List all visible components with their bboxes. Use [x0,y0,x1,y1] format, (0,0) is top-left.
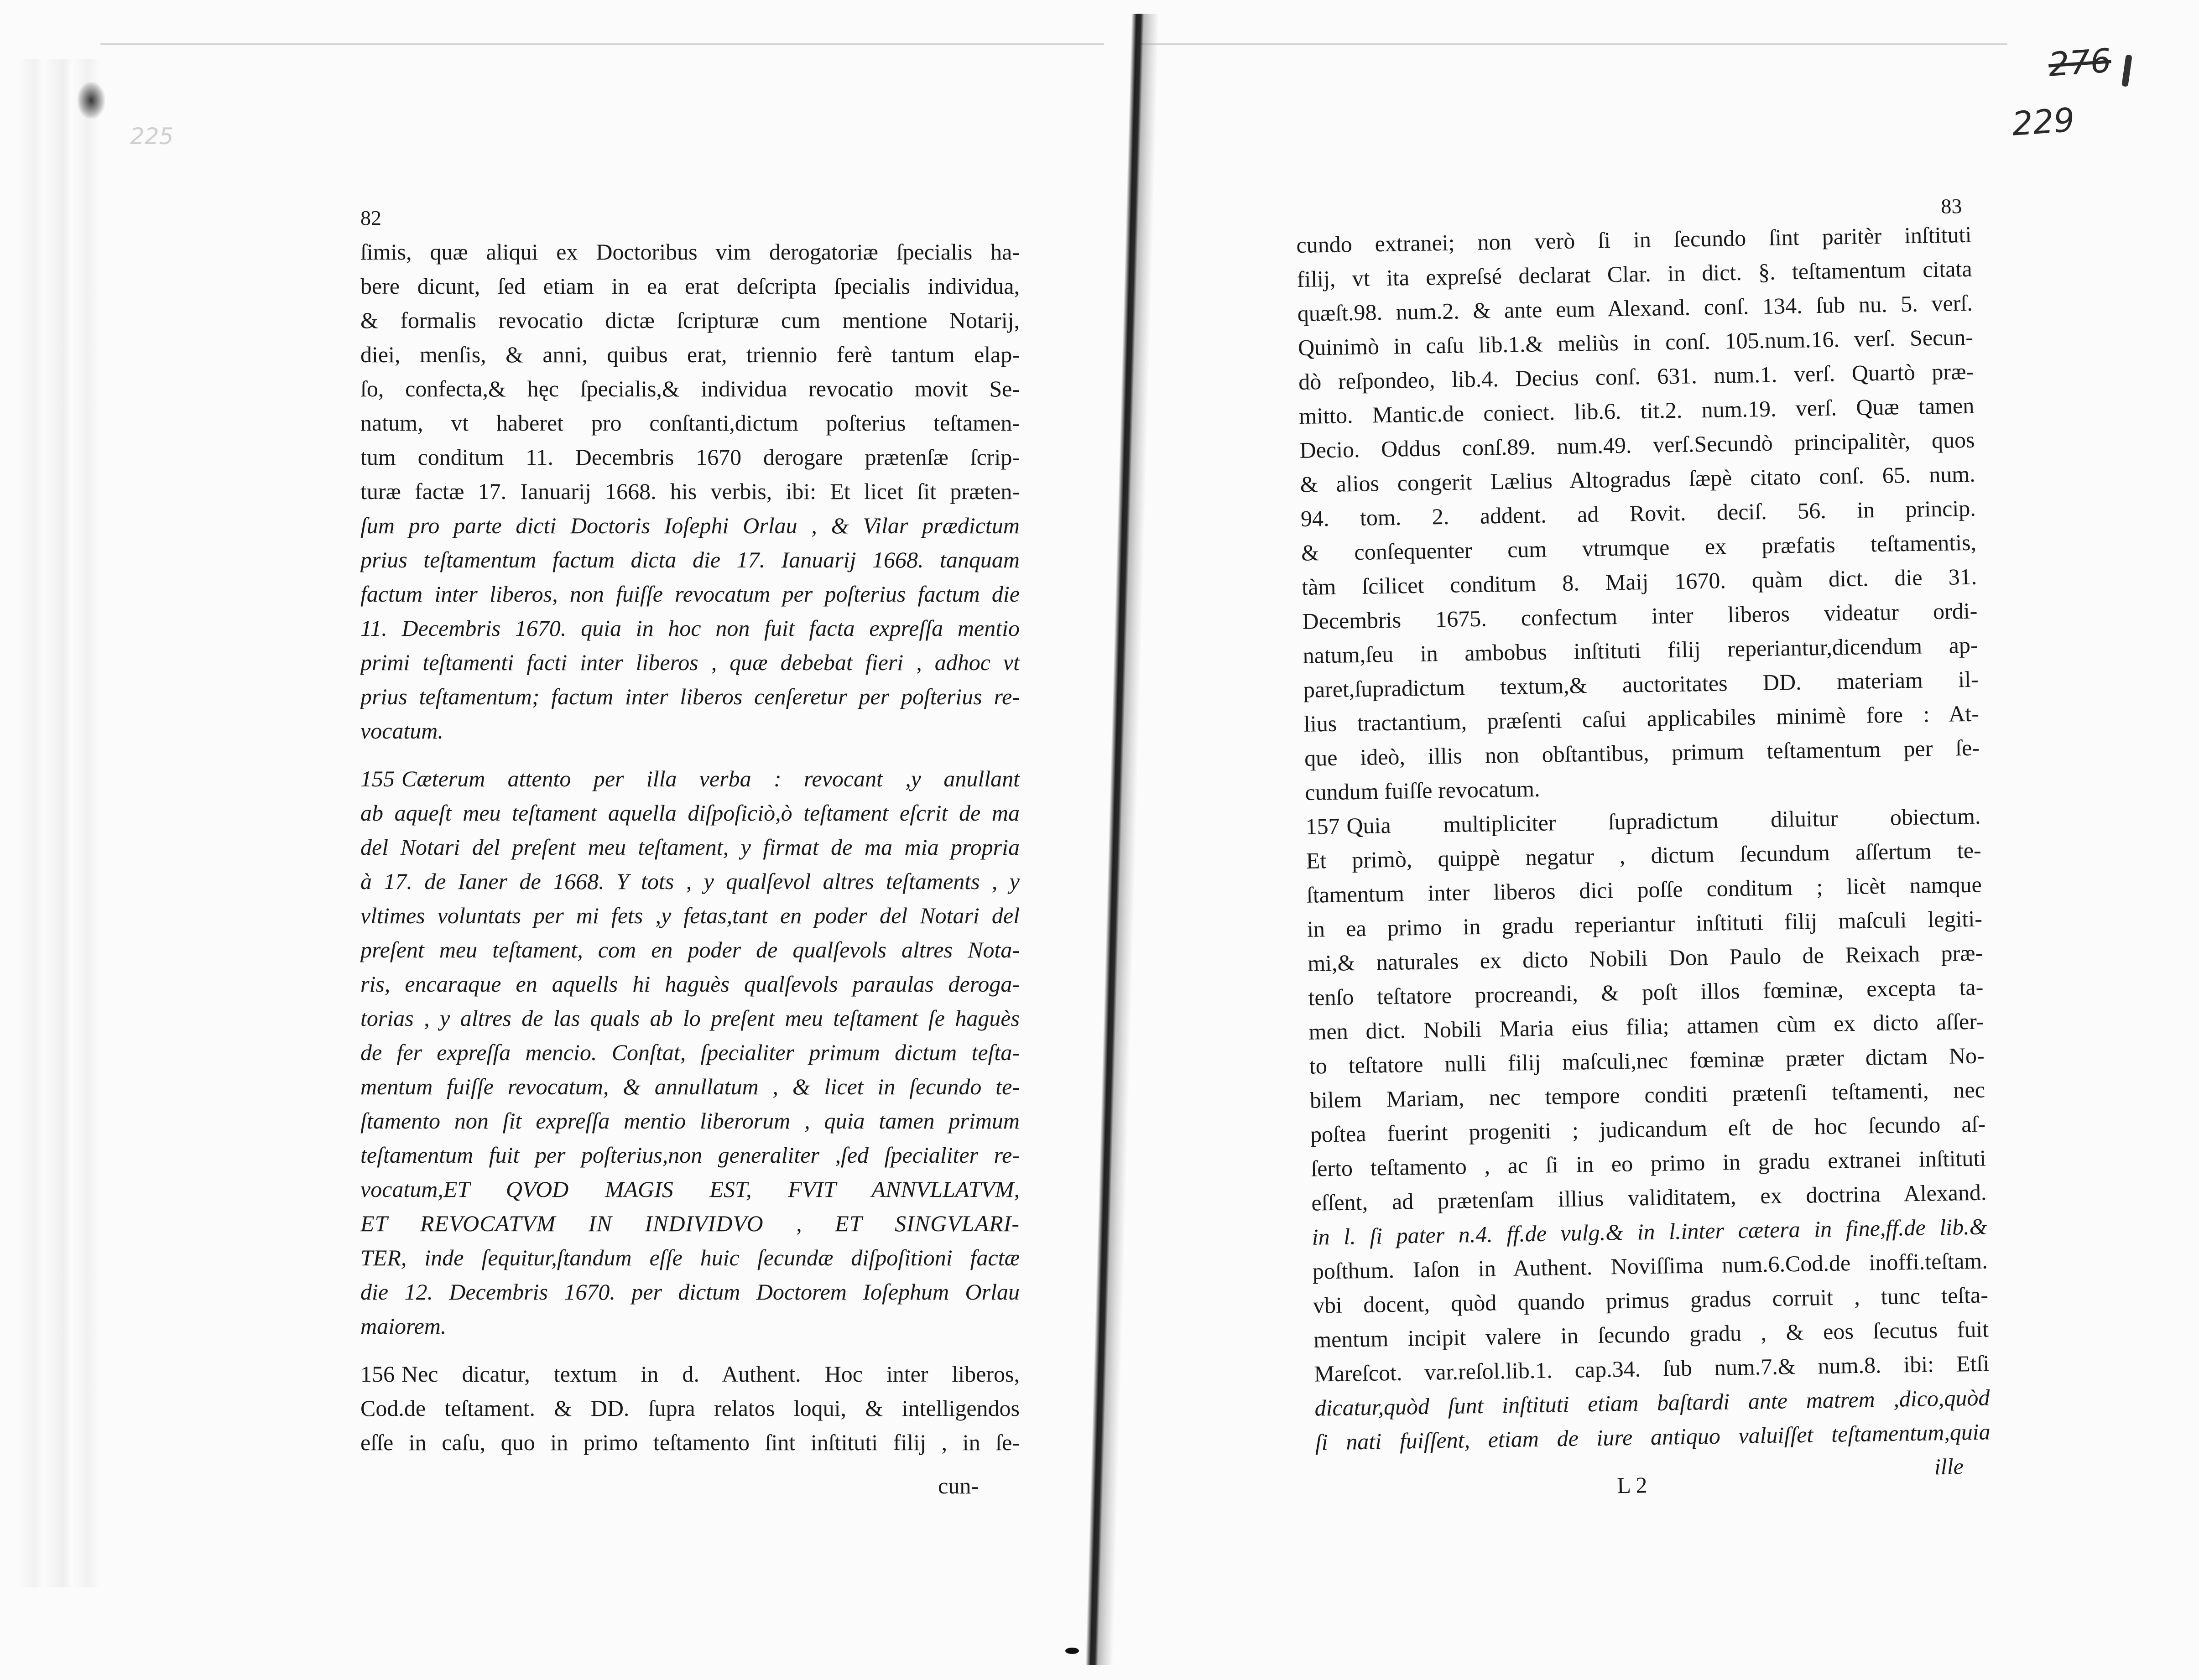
line-text: del Notari del preſent meu teſtament, y firmat de ma mia propria [360,834,1020,860]
line-text: bere dicunt, ſed etiam in ea erat deſcripta ſpecialis individua, [360,273,1020,299]
line-text: mi,& naturales ex dicto Nobili Don Paulo de Reixach præ- [1307,940,1983,976]
paragraph-number: 156 [360,1361,395,1387]
signature-mark: L 2 [1616,1472,1647,1498]
text-line [360,1001,1020,1035]
line-text: Quinimò in caſu lib.1.& meliùs in conſ. 105.num.16. verſ. Secun- [1298,324,1974,360]
line-text: mentum incipit valere in ſecundo gradu , & eos ſecutus fuit [1313,1316,1989,1352]
line-text: ris, encaraque en aquells hi haguès qualſevols paraulas deroga- [360,971,1020,997]
paragraph-gap [360,1343,1020,1357]
text-line [360,1172,1020,1207]
text-line [360,1070,1020,1104]
line-text: bilem Mariam, nec tempore conditi prætenſi teſtamenti, nec [1309,1077,1985,1113]
catchword: ille [1934,1453,1964,1480]
text-line [360,680,1020,714]
line-text: diei, menſis, & anni, quibus erat, triennio ferè tantum elap- [360,342,1020,367]
line-text: ſerto teſtamento , ac ſi in eo primo in gradu extranei inſtituti [1310,1145,1986,1181]
line-text: primi teſtamenti facti inter liberos , quæ debebat fieri , adhoc vt [360,650,1020,675]
line-text: cundum fuiſſe revocatum. [1304,775,1540,805]
line-text: in ea primo in gradu reperiantur inſtituti filij maſculi legiti- [1307,905,1983,942]
line-text: ab aqueſt meu teſtament aquella diſpoſiciò,ò teſtament eſcrit de ma [360,800,1020,826]
line-text: Mareſcot. var.reſol.lib.1. cap.34. ſub num.7.& num.8. ibi: Etſi [1313,1350,1990,1387]
line-text: Quia multipliciter ſupradictum diluitur obiectum. [1346,803,1981,839]
text-line [360,1275,1020,1309]
line-text: die 12. Decembris 1670. per dictum Doctorem Ioſephum Orlau [360,1279,1020,1305]
text-line [360,440,1020,474]
top-page-edge-right [1141,43,2007,45]
line-text: natum,ſeu in ambobus inſtituti filij reperiantur,dicendum ap- [1303,632,1978,668]
line-text: ſi nati fuiſſent, etiam de iure antiquo valuiſſet teſtamentum,quia [1315,1419,1991,1455]
ink-stain [78,82,105,119]
text-line [360,406,1020,440]
catchword: cun- [938,1473,979,1498]
line-text: Cæterum attento per illa verba : revocant ,y anullant [401,766,1020,791]
line-text: Decio. Oddus conſ.89. num.49. verſ.Secundò principalitèr, quos [1299,427,1975,463]
line-text: prius teſtamentum factum dicta die 17. Ianuarij 1668. tanquam [360,547,1020,572]
line-text: poſtea fuerint progeniti ; judicandum eſt de hoc ſecundo aſ- [1310,1111,1986,1147]
line-text: tenſo teſtatore procreandi, & poſt illos fœminæ, excepta ta- [1308,974,1984,1010]
paragraph-number: 157 [1305,813,1340,839]
text-line [360,235,1020,269]
line-text: dicatur,quòd ſunt inſtituti etiam baſtardi ante matrem ,dico,quòd [1314,1384,1990,1421]
text-line [360,474,1020,509]
text-line [360,1357,1020,1391]
line-text: dò reſpondeo, lib.4. Decius conſ. 631. num.1. verſ. Quartò præ- [1298,358,1974,395]
text-line [360,1104,1020,1138]
line-text: eſſe in caſu, quo in primo teſtamento ſint inſtituti filij , in ſe- [360,1430,1020,1455]
line-text: & conſequenter cum vtrumque ex præfatis teſtamentis, [1301,529,1977,566]
line-text: cundo extranei; non verò ſi in ſecundo ſint paritèr inſtituti [1296,221,1972,258]
line-text: ſtamentum inter liberos dici poſſe conditum ; licèt namque [1306,871,1982,908]
page-body-text [360,235,1020,1460]
line-text: ſo, confecta,& hęc ſpecialis,& individua revocatio movit Se- [360,376,1020,401]
text-line [360,1309,1020,1343]
text-line [360,1391,1020,1425]
line-text: que ideò, illis non obſtantibus, primum teſtamentum per ſe- [1304,734,1980,771]
paragraph-number: 155 [360,766,395,791]
text-line [360,762,1020,796]
page-number: 82 [360,206,381,229]
page-stack-edge [18,59,100,1587]
line-text: tum conditum 11. Decembris 1670 derogare prætenſæ ſcrip- [360,444,1020,470]
page-number: 83 [1940,194,1962,218]
line-text: vocatum,ET QVOD MAGIS EST, FVIT ANNVLLATVM, [360,1176,1020,1202]
folio-number-crossed-out: 276 [2047,41,2113,84]
text-line [360,967,1020,1001]
page-body-text [1296,218,1991,1460]
text-line [360,611,1020,645]
line-text: Decembris 1675. confectum inter liberos videatur ordi- [1302,598,1978,634]
text-line [360,899,1020,933]
right-page [1296,190,1991,1498]
line-text: ſtamento non ſit expreſſa mentio liberorum , quia tamen primum [360,1108,1020,1134]
line-text: vocatum. [360,718,443,744]
text-line [360,714,1020,748]
line-text: turæ factæ 17. Ianuarij 1668. his verbis, ibi: Et licet ſit præten- [360,479,1020,504]
folio-number-handwritten: 229 [2011,100,2076,143]
line-text: quæſt.98. num.2. & ante eum Alexand. conſ. 134. ſub nu. 5. verſ. [1297,290,1973,326]
text-line [360,864,1020,899]
paragraph-gap [360,748,1020,762]
text-line [360,1138,1020,1172]
line-text: lius tractantium, præſenti caſui applicabiles minimè fore : At- [1303,700,1980,737]
line-text: 94. tom. 2. addent. ad Rovit. deciſ. 56. in princip. [1300,495,1976,531]
text-line [360,1035,1020,1070]
line-text: vbi docent, quòd quando primus gradus corruit , tunc teſta- [1313,1282,1989,1318]
line-text: à 17. de Ianer de 1668. Y tots , y qualſevol altres teſtaments , y [360,869,1020,894]
line-text: Nec dicatur, textum in d. Authent. Hoc inter liberos, [401,1361,1020,1387]
text-line [360,1241,1020,1275]
line-text: mentum fuiſſe revocatum, & annullatum , & licet in ſecundo te- [360,1074,1020,1099]
line-text: natum, vt haberet pro conſtanti,dictum poſterius teſtamen- [360,410,1020,436]
text-line [360,338,1020,372]
line-text: vltimes voluntats per mi fets ,y fetas,tant en poder del Notari del [360,903,1020,928]
text-line [360,1207,1020,1241]
line-text: TER, inde ſequitur,ſtandum eſſe huic ſecundæ diſpoſitioni factæ [360,1245,1020,1270]
line-text: paret,ſupradictum textum,& auctoritates DD. materiam il- [1303,666,1979,702]
line-text: torias , y altres de las quals ab lo preſent meu teſtament ſe haguès [360,1005,1020,1031]
line-text: Et primò, quippè negatur , dictum ſecundum aſſertum te- [1306,837,1981,874]
line-text: & alios congerit Lælius Altogradus ſæpè citato conſ. 65. num. [1300,461,1976,497]
line-text: teſtamentum fuit per poſterius,non generaliter ,ſed ſpecialiter re- [360,1142,1020,1168]
line-text: mitto. Mantic.de coniect. lib.6. tit.2. num.19. verſ. Quæ tamen [1298,392,1975,429]
line-text: filij, vt ita expreſsé declarat Clar. in dict. §. teſtamentum citata [1297,255,1972,292]
line-text: preſent meu teſtament, com en poder de qualſevols altres Nota- [360,937,1020,962]
text-line [360,372,1020,406]
line-text: in l. ſi pater n.4. ff.de vulg.& in l.inter cætera in fine,ff.de lib.& [1312,1213,1987,1250]
top-page-edge-left [100,43,1104,45]
line-text: ET REVOCATVM IN INDIVIDVO , ET SINGVLARI- [360,1211,1020,1236]
text-line [360,509,1020,543]
text-line [360,1425,1020,1460]
line-text: men dict. Nobili Maria eius filia; attamen cùm ex dicto aſſer- [1308,1008,1984,1045]
faint-folio-mark: 225 [130,123,174,150]
corner-ink-mark [2121,54,2132,87]
line-text: to teſtatore nulli filij maſculi,nec fœminæ præter dictam No- [1309,1042,1985,1079]
text-line [360,796,1020,830]
text-line [360,303,1020,338]
text-line [360,269,1020,303]
text-line [360,645,1020,680]
line-text: Cod.de teſtament. & DD. ſupra relatos loqui, & intelligendos [360,1395,1020,1421]
line-text: ſum pro parte dicti Doctoris Ioſephi Orlau , & Vilar prædictum [360,513,1020,538]
line-text: 11. Decembris 1670. quia in hoc non fuit facta expreſſa mentio [360,615,1020,641]
line-text: de fer expreſſa mencio. Conſtat, ſpecialiter primum dictum teſta- [360,1040,1020,1065]
line-text: tàm ſcilicet conditum 8. Maij 1670. quàm dict. die 31. [1301,563,1977,600]
text-line [360,543,1020,577]
book-spine-gutter [1085,14,1159,1665]
line-text: factum inter liberos, non fuiſſe revocatum per poſterius factum die [360,581,1020,607]
line-text: prius teſtamentum; factum inter liberos cenſeretur per poſterius re- [360,684,1020,709]
line-text: eſſent, ad prætenſam illius validitatem, ex doctrina Alexand. [1311,1179,1987,1216]
line-text: & formalis revocatio dictæ ſcripturæ cum mentione Notarij, [360,307,1020,333]
line-text: ſimis, quæ aliqui ex Doctoribus vim derogatoriæ ſpecialis ha- [360,239,1020,265]
line-text: poſthum. Iaſon in Authent. Noviſſima num.6.Cod.de inoffi.teſtam. [1312,1248,1988,1284]
text-line [360,830,1020,864]
line-text: maiorem. [360,1313,447,1339]
gutter-mark [1065,1648,1079,1654]
text-line [360,933,1020,967]
text-line [360,577,1020,611]
